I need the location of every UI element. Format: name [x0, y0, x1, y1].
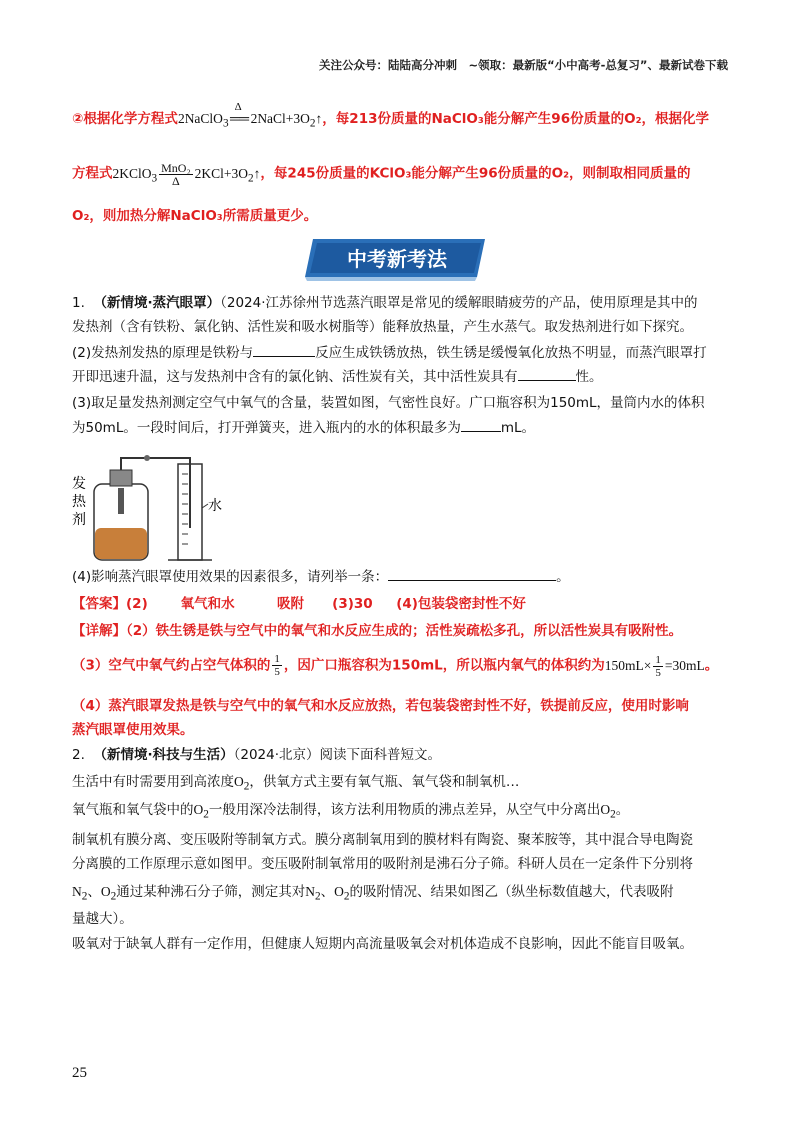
spring-clip [144, 455, 150, 461]
detail-line-2: （3）空气中氧气约占空气体积的 $\frac{1}{5}$ ，因广口瓶容积为150mL，所以瓶内氧气的体积约为150mL× $\frac{1}{5}$ =30mL。 [72, 653, 719, 679]
label-water: 水 [208, 498, 222, 514]
prev-line-1: ②根据化学方程式2NaClO$_3$ Δ $══2NaCl+3O_2↑$，每213份质量的NaClO₃能分解产生96份质量的O₂，根据化学 [72, 101, 709, 130]
answer-blank-3[interactable] [461, 417, 501, 432]
section-banner [305, 237, 490, 281]
label-ji: 剂 [72, 512, 86, 528]
stopper [110, 470, 132, 486]
prev-line-2: 方程式2KClO$_3$ $\frac{\text{MnO₂}}{\Delta}$ $2KCl+3O_2↑$，每245份质量的KClO₃能分解产生96份质量的O₂，则制取相同质量的 [72, 161, 691, 188]
q2-line-4: 分离膜的工作原理示意如图甲。变压吸附制氧常用的吸附剂是沸石分子筛。科研人员在一定条件下分别将 [72, 856, 693, 872]
q2-line-5: $N_2$、$O_2$通过某种沸石分子筛，测定其对$N_2$、$O_2$的吸附情况、结果如图乙（纵坐标数值越大，代表吸附 [72, 884, 674, 903]
label-fa: 发 [72, 476, 86, 492]
q2-line-6: 量越大）。 [72, 911, 133, 927]
reagent-holder [118, 488, 124, 514]
q1-part4: (4)影响蒸汽眼罩使用效果的因素很多，请列举一条： 。 [72, 566, 732, 588]
page-number: 25 [72, 1065, 87, 1081]
banner-title: 中考新考法 [347, 247, 447, 271]
detail-line-4: 蒸汽眼罩使用效果。 [72, 722, 194, 738]
connecting-tube [121, 458, 190, 528]
apparatus-figure [72, 444, 222, 564]
q1-part3-line-2: 为50mL。一段时间后，打开弹簧夹，进入瓶内的水的体积最多为 mL。 [72, 417, 732, 439]
q2-line-7: 吸氧对于缺氧人群有一定作用，但健康人短期内高流量吸氧会对机体造成不良影响，因此不能盲目吸氧。 [72, 936, 693, 952]
q1-line-1: 1. （新情境·蒸汽眼罩）（2024·江苏徐州节选蒸汽眼罩是常见的缓解眼睛疲劳的产品，使用原理是其中的 [72, 295, 698, 311]
detail-line-3: （4）蒸汽眼罩发热是铁与空气中的氧气和水反应放热，若包装袋密封性不好，铁提前反应，使用时影响 [72, 698, 689, 714]
page-header: 关注公众号：陆陆高分冲刺 ~领取：最新版“小中高考-总复习”、最新试卷下载 [318, 58, 728, 72]
q1-part3-line-1: (3)取足量发热剂测定空气中氧气的含量，装置如图，气密性良好。广口瓶容积为150mL，量筒内水的体积 [72, 395, 705, 411]
q2-line-1: 生活中有时需要用到高浓度$O_2$，供氧方式主要有氧气瓶、氧气袋和制氧机… [72, 774, 520, 793]
q2-line-2: 氧气瓶和氧气袋中的$O_2$一般用深冷法制得，该方法利用物质的沸点差异，从空气中分离出$O_2$。 [72, 802, 630, 821]
label-re: 热 [72, 494, 86, 510]
q2-title: 2. （新情境·科技与生活）（2024·北京）阅读下面科普短文。 [72, 747, 442, 763]
answer-blank-1[interactable] [253, 342, 315, 357]
detail-line-1: 【详解】（2）铁生锈是铁与空气中的氧气和水反应生成的；活性炭疏松多孔，所以活性炭具有吸附性。 [72, 623, 683, 639]
answer-blank-2[interactable] [518, 366, 576, 381]
q2-line-3: 制氧机有膜分离、变压吸附等制氧方式。膜分离制氧用到的膜材料有陶瓷、聚苯胺等，其中混合导电陶瓷 [72, 832, 693, 848]
water-in-flask [95, 528, 147, 559]
answer-blank-4[interactable] [388, 566, 556, 581]
prev-line-3: O₂，则加热分解NaClO₃所需质量更少。 [72, 208, 318, 224]
q1-part2-line-2: 开即迅速升温，这与发热剂中含有的氯化钠、活性炭有关，其中活性炭具有 性。 [72, 366, 732, 388]
q1-part2-line-1: (2)发热剂发热的原理是铁粉与 反应生成铁锈放热，铁生锈是缓慢氧化放热不明显，而蒸汽眼罩打 [72, 342, 732, 364]
q1-line-2: 发热剂（含有铁粉、氯化钠、活性炭和吸水树脂等）能释放热量，产生水蒸气。取发热剂进行如下探究。 [72, 319, 693, 335]
answer-line: 【答案】(2) 氧气和水 吸附 (3)30 (4)包装袋密封性不好 [72, 596, 526, 612]
